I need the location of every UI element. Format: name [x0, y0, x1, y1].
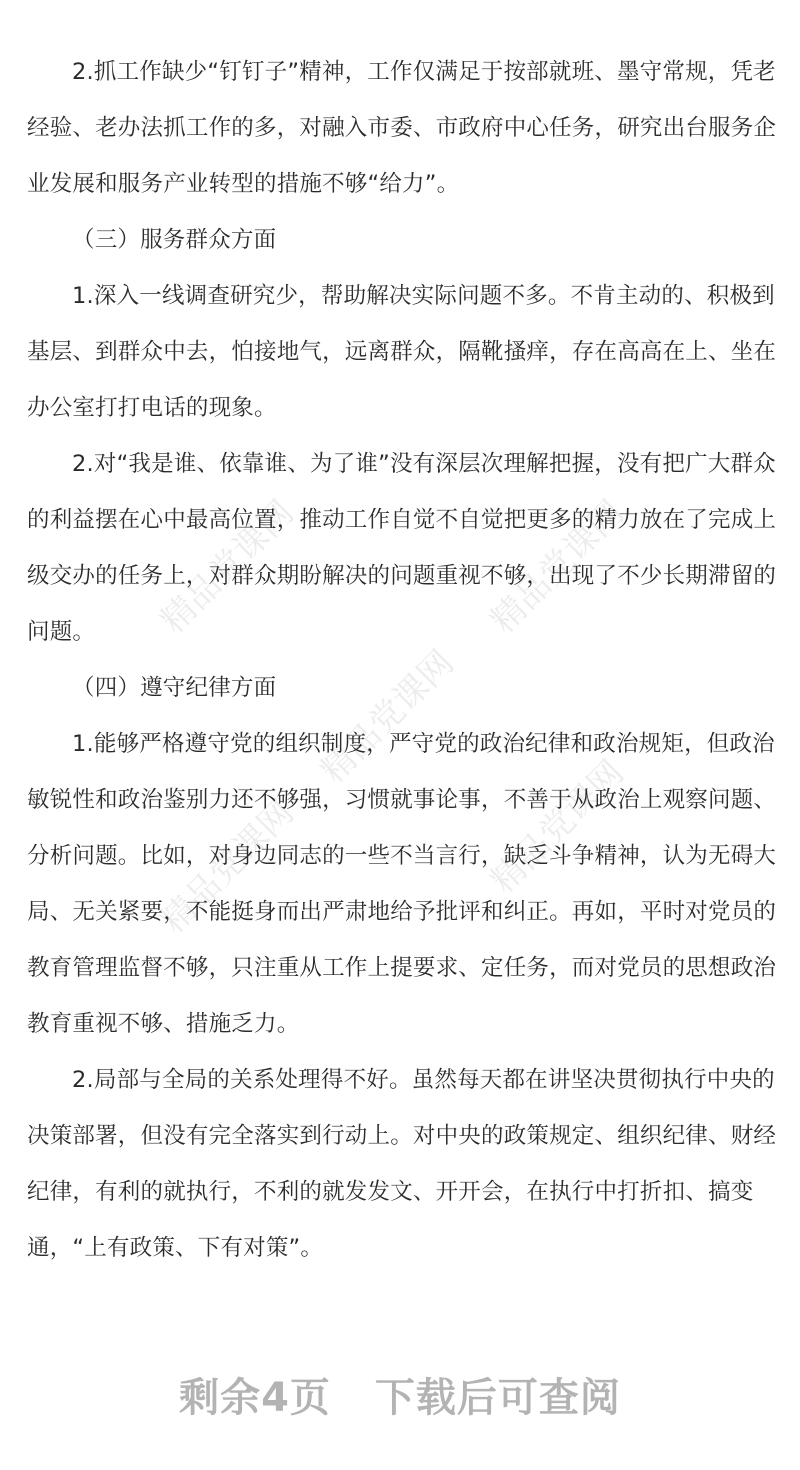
section-heading: （四）遵守纪律方面: [72, 675, 277, 701]
watermark: 精品党课网: [153, 792, 302, 942]
paragraph: 1.深入一线调查研究少，帮助解决实际问题不多。不肯主动的、积极到基层、到群众中去，怕接地气，远离群众，隔靴搔痒，存在高高在上、坐在办公室打打电话的现象。: [27, 283, 777, 421]
watermark: 精品党课网: [483, 492, 632, 642]
watermark: 精品党课网: [153, 492, 302, 642]
download-prompt-label[interactable]: 下载后可查阅: [374, 1375, 621, 1421]
watermark: 精品党课网: [313, 642, 462, 792]
paragraph: 2.抓工作缺少“钉钉子”精神，工作仅满足于按部就班、墨守常规，凭老经验、老办法抓工作的多，对融入市委、市政府中心任务，研究出台服务企业发展和服务产业转型的措施不够“给力”。: [27, 59, 777, 197]
paragraph: 2.局部与全局的关系处理得不好。虽然每天都在讲坚决贯彻执行中央的决策部署，但没有完全落实到行动上。对中央的政策规定、组织纪律、财经纪律，有利的就执行，不利的就发发文、开开会，在执行中打折扣、搞变通，“上有政策、下有对策”。: [27, 1067, 777, 1261]
paragraph: 1.能够严格遵守党的组织制度，严守党的政治纪律和政治规矩，但政治敏锐性和政治鉴别力还不够强，习惯就事论事，不善于从政治上观察问题、分析问题。比如，对身边同志的一些不当言行，缺乏斗争精神，认为无碍大局、无关紧要，不能挺身而出严肃地给予批评和纠正。再如，平时对党员的教育管理监督不够，只注重从工作上提要求、定任务，而对党员的思想政治教育重视不够、措施乏力。: [27, 731, 777, 1037]
document-body: [27, 44, 777, 1276]
watermark: 精品党课网: [483, 752, 632, 902]
download-banner[interactable]: [0, 1366, 800, 1426]
remaining-pages-label[interactable]: 剩余4页: [179, 1375, 331, 1421]
paragraph: 2.对“我是谁、依靠谁、为了谁”没有深层次理解把握，没有把广大群众的利益摆在心中最高位置，推动工作自觉不自觉把更多的精力放在了完成上级交办的任务上，对群众期盼解决的问题重视不够，出现了不少长期滞留的问题。: [27, 451, 777, 645]
section-heading: （三）服务群众方面: [72, 227, 277, 253]
